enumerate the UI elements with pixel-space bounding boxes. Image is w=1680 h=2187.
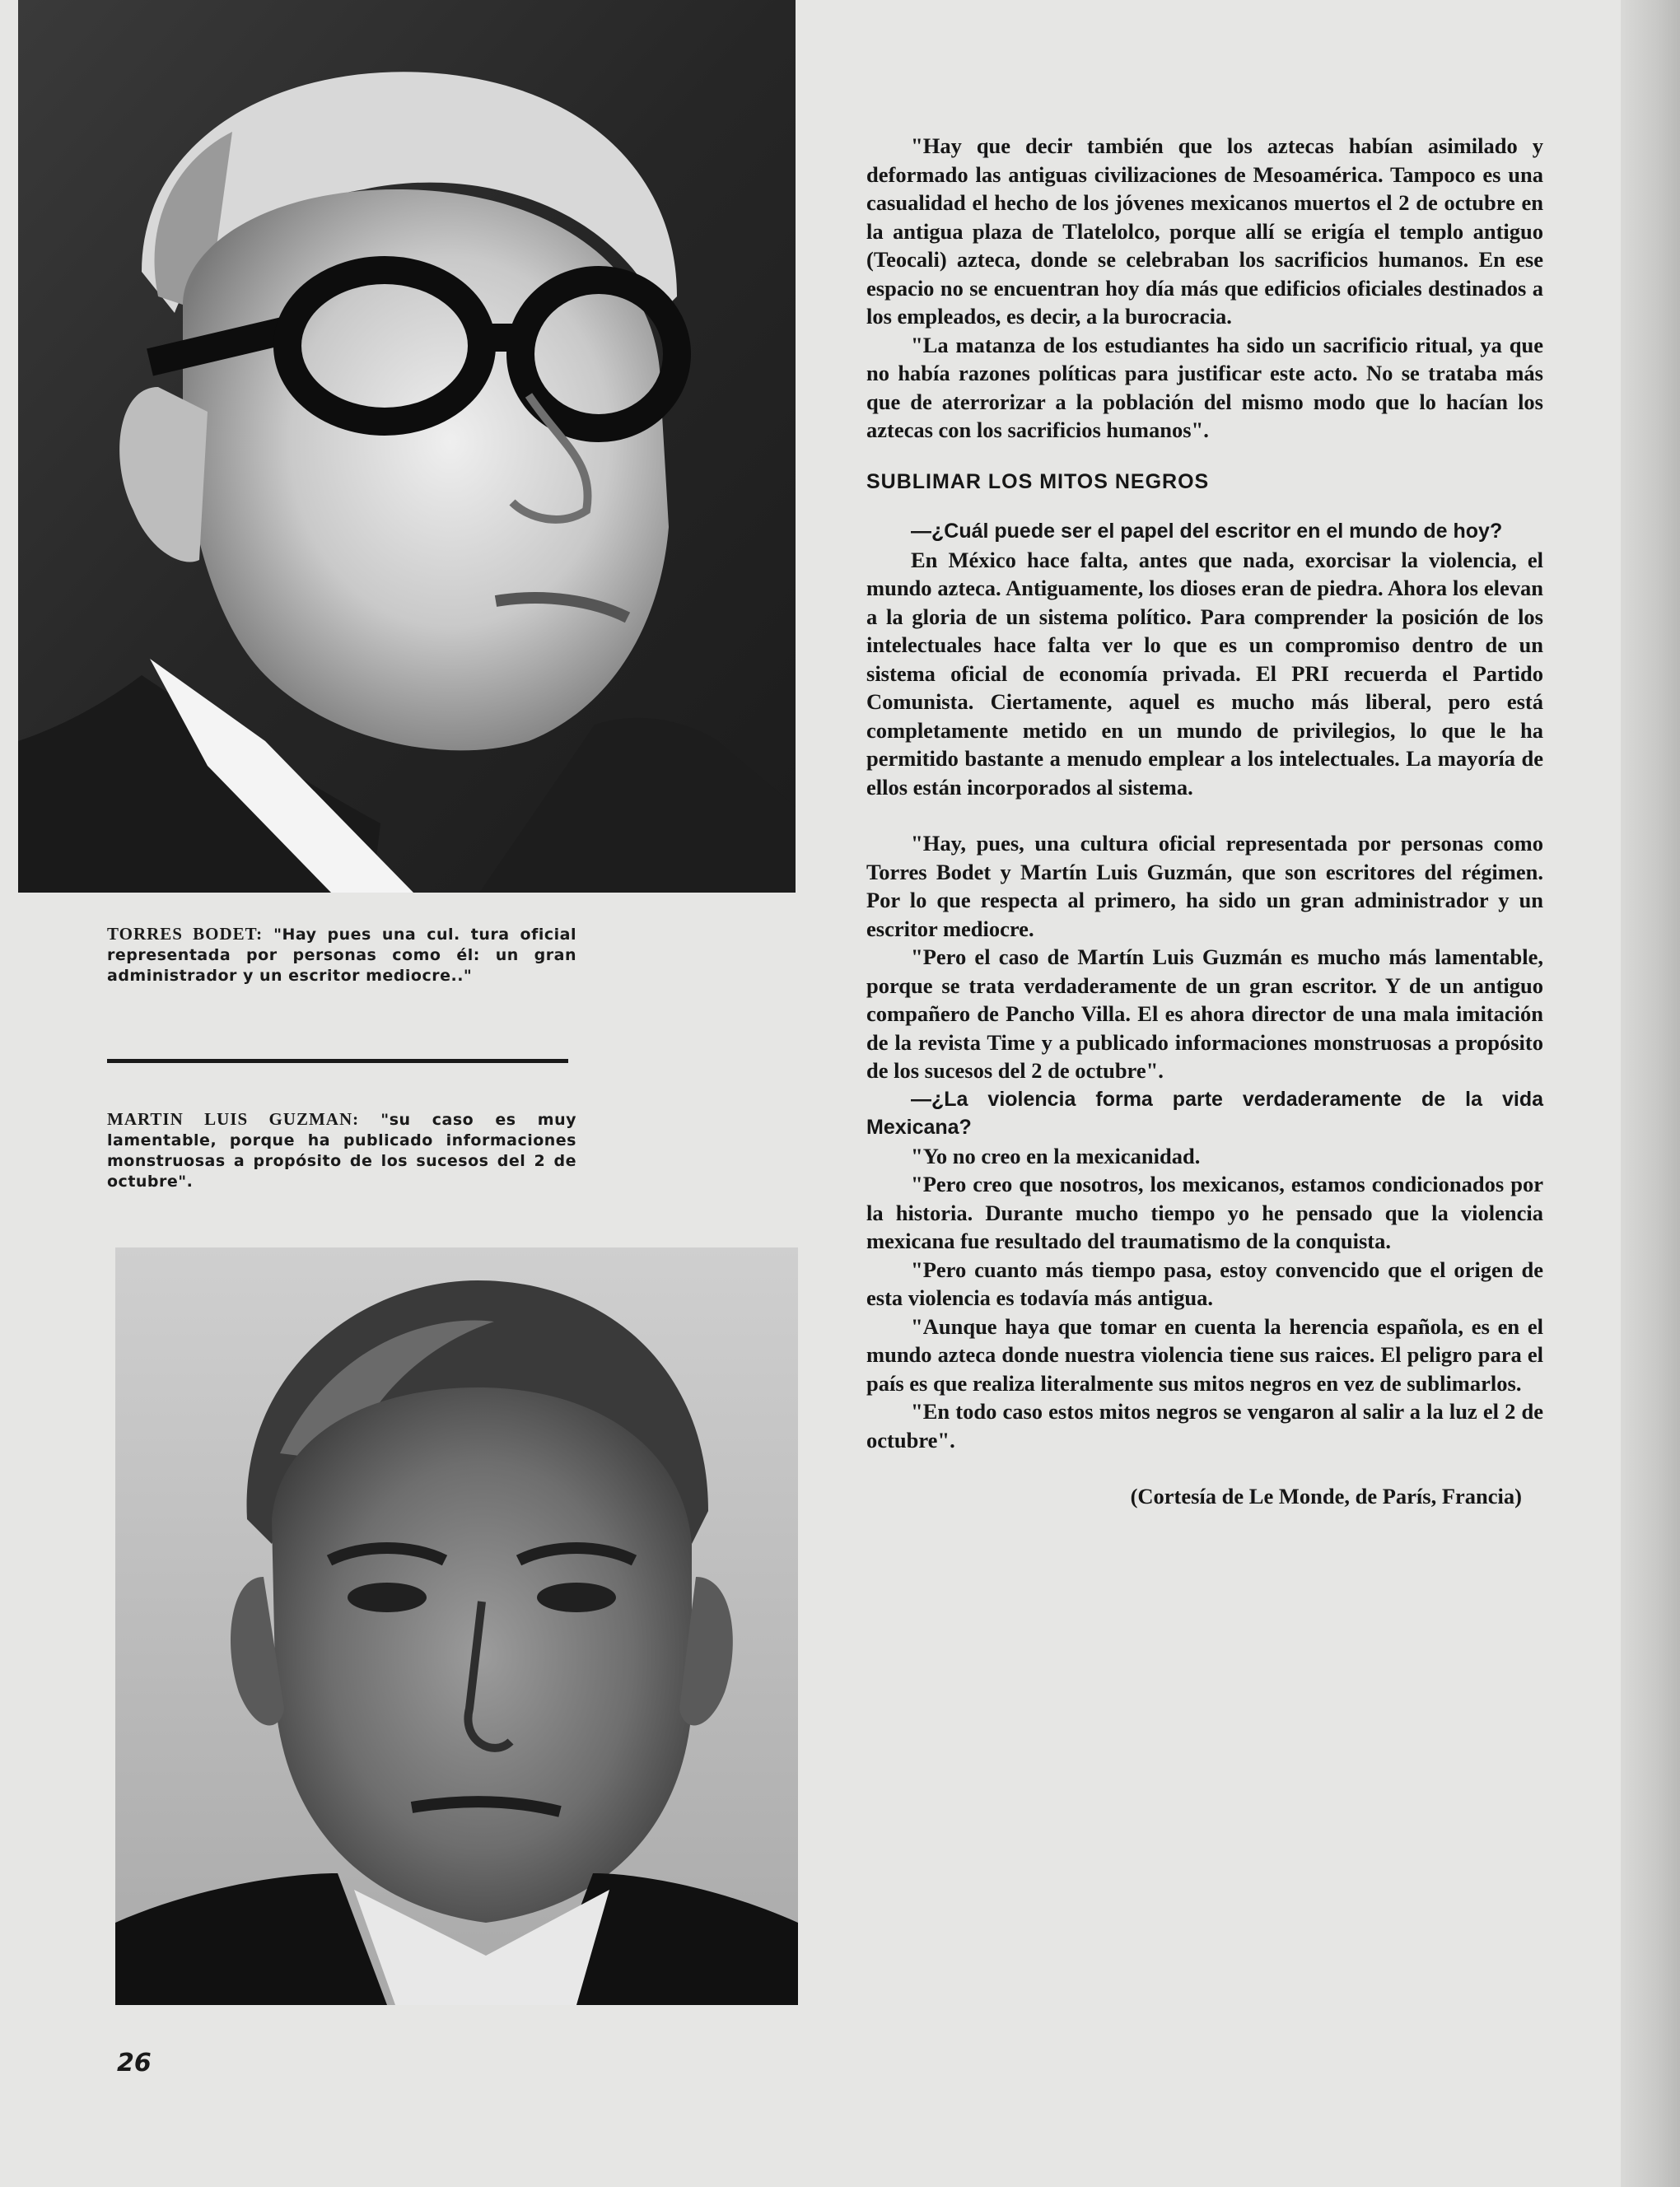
caption-divider bbox=[107, 1059, 568, 1063]
source-credit: (Cortesía de Le Monde, de París, Francia) bbox=[1130, 1484, 1522, 1509]
portrait-martin-luis-guzman bbox=[115, 1247, 798, 2005]
article-paragraph: "Yo no creo en la mexicanidad. bbox=[911, 1143, 1201, 1168]
interview-question: —¿La violencia forma parte verdaderamente de la vida Mexicana? bbox=[866, 1087, 1543, 1139]
caption-name: MARTIN LUIS GUZMAN: bbox=[107, 1109, 360, 1129]
article-paragraph: "Hay que decir también que los aztecas habían asimilado y deformado las antiguas civilizaciones de Mesoamérica. Tampoco es una casualidad el hecho de los jóvenes mexicanos muertos el 2 de octubre en la antigua plaza de Tlatelolco, porque allí se erigía el templo antiguo (Teocali) azteca, donde se celebraban los sacrificios humanos. En ese espacio no se encuentran hoy día más que edificios oficiales destinados a los empleados, es decir, a la burocracia. bbox=[866, 133, 1543, 329]
interview-question: —¿Cuál puede ser el papel del escritor en el mundo de hoy? bbox=[911, 520, 1503, 543]
article-paragraph: "Aunque haya que tomar en cuenta la herencia española, es en el mundo azteca donde nuestra violencia tiene sus raices. El peligro para el país es que realiza literalmente sus mitos negros en vez de sublimarlos. bbox=[866, 1313, 1543, 1396]
photo-torres-bodet bbox=[18, 0, 796, 893]
portrait-torres-bodet bbox=[18, 0, 796, 893]
caption-text: "su caso es muy lamentable, porque ha publicado informaciones monstruosas a propósito de los sucesos del 2 de octubre". bbox=[107, 1111, 576, 1191]
article-body bbox=[866, 132, 1543, 1511]
page-edge bbox=[1621, 0, 1680, 2187]
article-paragraph: "Hay, pues, una cultura oficial representada por personas como Torres Bodet y Martín Luis Guzmán, que son escritores del régimen. Por lo que respecta al primero, ha sido un gran administrador y un escritor mediocre. bbox=[866, 831, 1543, 941]
article-paragraph: "En todo caso estos mitos negros se vengaron al salir a la luz el 2 de octubre". bbox=[866, 1399, 1543, 1453]
page-number: 26 bbox=[117, 2049, 152, 2077]
article-paragraph: "Pero cuanto más tiempo pasa, estoy convencido que el origen de esta violencia es todavía más antigua. bbox=[866, 1257, 1543, 1310]
section-heading: SUBLIMAR LOS MITOS NEGROS bbox=[866, 469, 1210, 493]
article-paragraph: En México hace falta, antes que nada, exorcisar la violencia, el mundo azteca. Antiguamente, los dioses eran de piedra. Ahora los elevan a la gloria de un sistema político. Para comprender la posición de los intelectuales hace falta ver lo que es un compromiso dentro de un sistema oficial de economía privada. El PRI recuerda el Partido Comunista. Ciertamente, aquel es mucho más liberal, pero está completamente metido en un mundo de privilegios, lo que le ha permitido bastante a menudo emplear a los intelectuales. La mayoría de ellos están incorporados al sistema. bbox=[866, 547, 1543, 800]
caption-martin-luis-guzman bbox=[107, 1109, 576, 1192]
caption-torres-bodet bbox=[107, 924, 576, 986]
article-paragraph: "La matanza de los estudiantes ha sido un sacrificio ritual, ya que no había razones políticas para justificar este acto. No se trataba más que de aterrorizar a la población del mismo modo que lo hacían los aztecas con los sacrificios humanos". bbox=[866, 332, 1543, 442]
caption-name: TORRES BODET: bbox=[107, 924, 264, 944]
article-paragraph: "Pero el caso de Martín Luis Guzmán es mucho más lamentable, porque se trata verdaderamente de un gran escritor. Y de un antiguo compañero de Pancho Villa. El es ahora director de una mala imitación de la revista Time y a publicado informaciones monstruosas a propósito de los sucesos del 2 de octubre". bbox=[866, 944, 1543, 1083]
article-paragraph: "Pero creo que nosotros, los mexicanos, estamos condicionados por la historia. Durante mucho tiempo yo he pensado que la violencia mexicana fue resultado del traumatismo de la conquista. bbox=[866, 1172, 1543, 1253]
photo-martin-luis-guzman bbox=[115, 1247, 798, 2005]
caption-text: "Hay pues una cul. tura oficial representada por personas como él: un gran administrador y un escritor mediocre.." bbox=[107, 926, 576, 985]
